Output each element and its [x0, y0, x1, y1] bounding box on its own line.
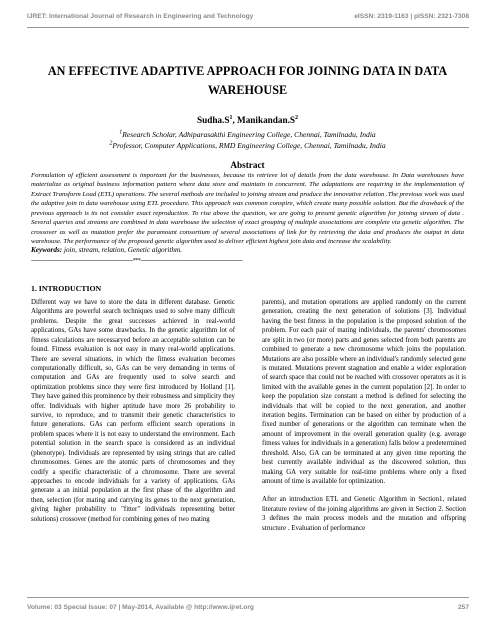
author-2-sup: 2 — [295, 114, 298, 121]
right-column-paragraph-2: After an introduction ETL and Genetic Algorithm in Section1, related literature review of the joining algorithms are given in Section 2. Section 3 defines the main process models and the mutation and offspring structure . Evaluation of performance — [262, 496, 466, 532]
section-heading-introduction: 1. INTRODUCTION — [31, 284, 102, 293]
volume-info: Volume: 03 Special Issue: 07 | May-2014, Available @ http://www.ijret.org — [27, 604, 254, 611]
left-column-text: Different way we have to store the data in different database. Genetic Algorithms are powerful search techniques used to solve many difficult problems. Despite the great successes achieved in real-world applications, GAs have some drawbacks. In the genetic algorithm lot of fitness calculations are necessaryed before an acceptable solution can be found. Fitness evaluation is not easy in many real-world applications. There are several situations, in which the fitness evaluation becomes computationally difficult, so, GAs can be very demanding in terms of computation and GAs are frequently used to solve search and optimization problems since they were first introduced by Holland [1]. They have gained this prominence by their robustness and simplicity they offer. Individuals with higher aptitude have more 26 probability to survive, to reproduce, and to transmit their genetic characteristics to future generations. GAs can perform efficient search operations in problem spaces where it is not easy to understand the environment. Each potential solution in the search space is considered as an individual (phenotype). Individuals are represented by using strings that are called chromosomes. Genes are the atomic parts of chromosomes and they codify a specific characteristic of a chromosome. There are several approaches to encode individuals for a variety of applications. GAs generate a an initial population at the first phase of the algorithm and then, selection (for mating and carrying its genes to the next generation, giving higher probability to "fitter" individuals representing better solutions) crossover (method for combining genes of two mating — [31, 299, 235, 523]
issn: eISSN: 2319-1163 | pISSN: 2321-7308 — [354, 13, 469, 20]
section-separator: --------------------------------------------------------------------***-------------------------------------------------------------------- — [31, 258, 243, 264]
running-header — [27, 13, 469, 25]
paragraph-gap — [262, 486, 466, 495]
keywords-label: Keywords: — [31, 246, 63, 254]
right-column-paragraph-1: parents), and mutation operations are applied randomly on the current generation, creating the next generation of solutions [3]. Individual having the best fitness in the population is the proposed solution of the problem. For each pair of mating individuals, the parents' chromosomes are split in two (or more) parts and genes selected from both parents are combined to generate a new chromosome which joins the population. Mutations are also possible where an individual's randomly selected gene is mutated. Mutations prevent stagnation and enable a wider exploration of search space that could not be reached with crossover operators as it is limited with the available genes in the current population [2]. In order to keep the population size constant a method is defined for selecting the individuals that will be copied to the next generation, and another iteration begins. Termination can be based on either by production of a fixed number of generations or the algorithm can terminate when the amount of improvement in the overall generation quality (e.g. average fitness values for individuals in a generation) falls below a predetermined threshold. Also, GA can be terminated at any given time reporting the best currently available individual as the discovered solution, thus making GA very suitable for real-time problems where only a fixed amount of time is available for optimization. — [262, 299, 466, 486]
affiliation-1-text: Research Scholar, Adhiparasakthi Engineering College, Chennai, Tamilnadu, India — [122, 130, 376, 139]
page-number: 257 — [457, 604, 469, 611]
paper-title: AN EFFECTIVE ADAPTIVE APPROACH FOR JOINING DATA IN DATA WAREHOUSE — [47, 64, 448, 97]
keywords — [31, 246, 464, 254]
abstract-text: Formulation of efficient assessment is important for the businesses, because its retrieve lot of details from the data warehouse. In Data warehouses have materialize as original business information pattern where data store and maintain in concurrent. The adaptations are requiring in the implementation of Extract Transform Load (ETL) operations. The several methods are included to joining stream and produce the innovative relation .The previous work was used the adaptive join in data warehouse using ETL procedure. This approach was common conspire, which create many possible solution. But the drawback of the previous approach is its not consider exact reproduction. To rise above the question, we are going to present genetic algorithm for joining stream of data . Several queries and streams are combined in data warehouse the selection of exact grouping of multiple associations are complete via genetic algorithm. The crossover as well as mutation prefer the paramount consortium of several associations of link for by retrieving the data and produces the output in data warehouse. The performance of the proposed genetic algorithm used to deliver efficient highest join data and increase the scalability. — [31, 172, 464, 246]
journal-name: IJRET: International Journal of Research in Engineering and Technology — [27, 13, 254, 20]
affiliation-1 — [0, 130, 495, 139]
header-rule — [27, 27, 469, 28]
footer-rule — [27, 597, 469, 598]
right-column — [262, 298, 466, 533]
affiliation-2 — [0, 141, 495, 150]
affiliation-1-sup: 1 — [119, 129, 123, 136]
affiliation-2-text: Professor, Computer Applications, RMD Engineering College, Chennai, Tamilnadu, India — [112, 141, 386, 150]
keywords-text: join, stream, relation, Genetic algorithm. — [62, 246, 183, 254]
running-footer — [27, 604, 469, 616]
author-1-sup: 1 — [229, 114, 233, 121]
author-2: Manikandan.S — [237, 115, 295, 125]
author-1: Sudha.S — [196, 115, 230, 125]
abstract-heading: Abstract — [230, 160, 265, 170]
author-separator: , — [232, 115, 238, 125]
authors — [0, 115, 495, 125]
affiliation-2-sup: 2 — [109, 140, 113, 147]
